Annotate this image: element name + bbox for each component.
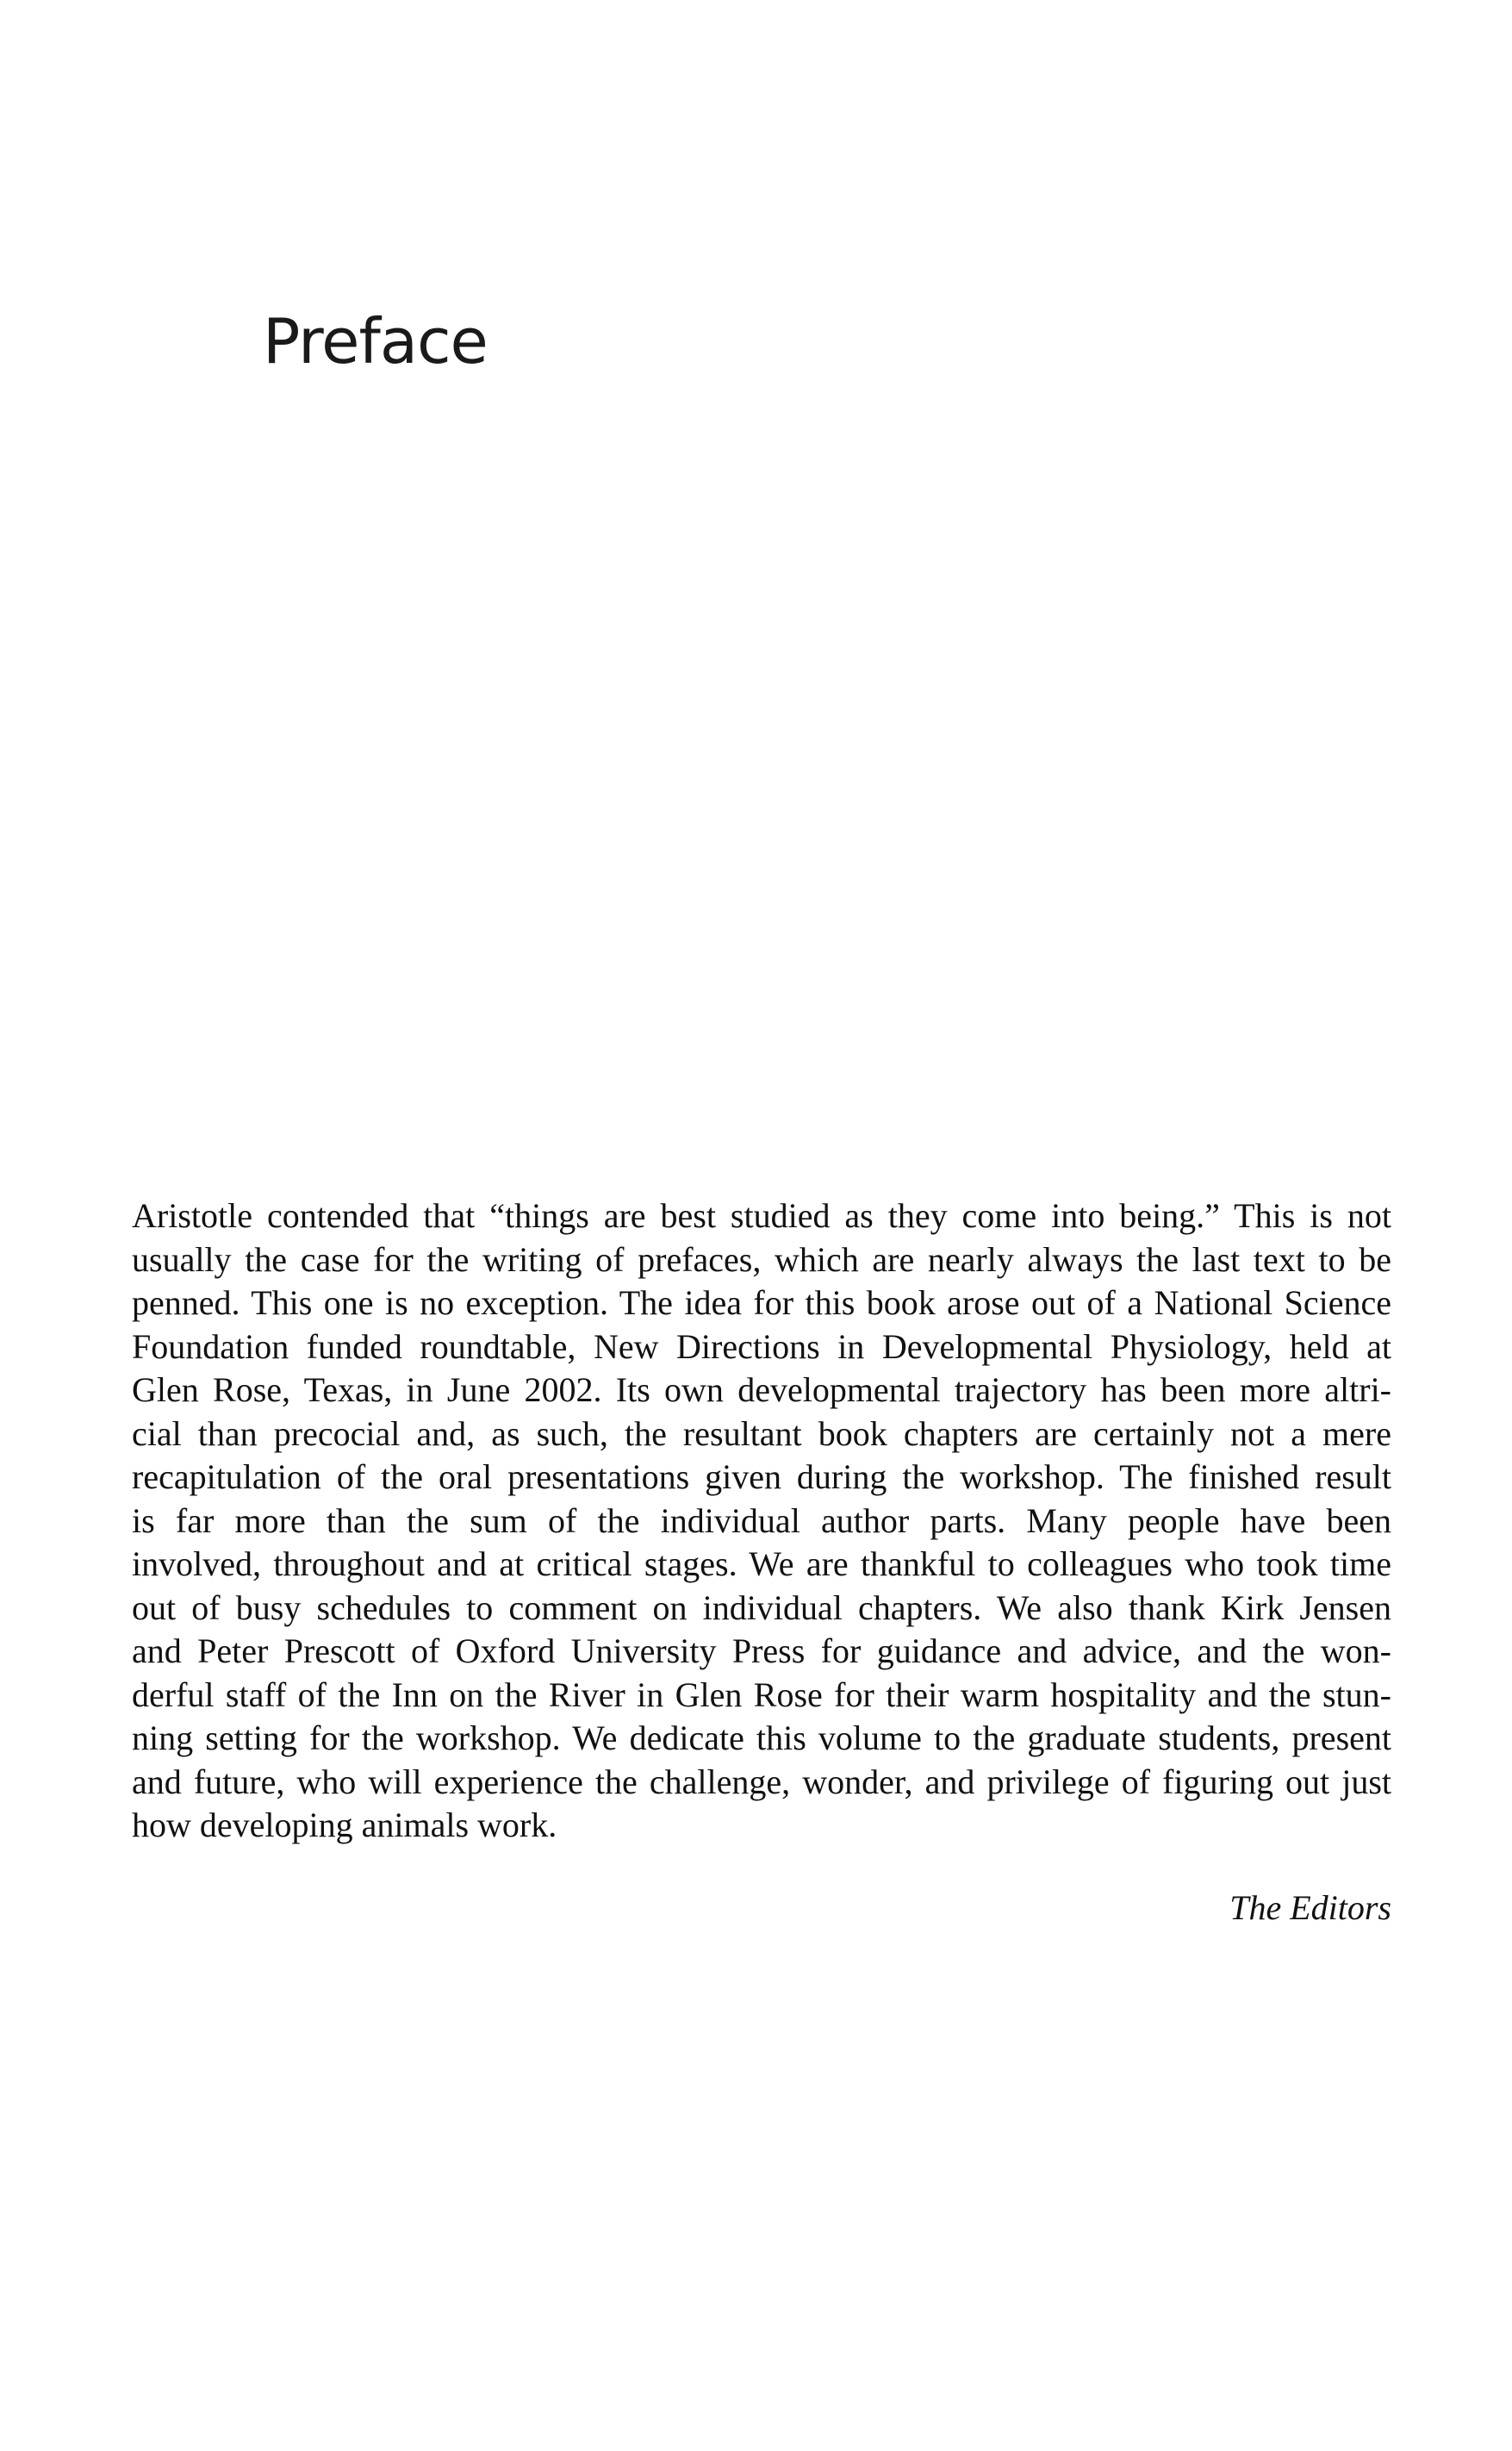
paragraph-line: and future, who will experience the challenge, wonder, and privilege of figuring out just [132, 1762, 1391, 1801]
page-title: Preface [263, 305, 488, 377]
paragraph-line: cial than precocial and, as such, the resultant book chapters are certainly not a mere [132, 1413, 1391, 1453]
preface-paragraph [132, 1194, 1391, 1848]
paragraph-line: involved, throughout and at critical stages. We are thankful to colleagues who took time [132, 1544, 1391, 1583]
paragraph-line: ning setting for the workshop. We dedicate this volume to the graduate students, present [132, 1718, 1391, 1757]
paragraph-line: recapitulation of the oral presentations given during the workshop. The finished result [132, 1457, 1391, 1496]
paragraph-line: out of busy schedules to comment on individual chapters. We also thank Kirk Jensen [132, 1587, 1391, 1627]
paragraph-line: Foundation funded roundtable, New Directions in Developmental Physiology, held at [132, 1326, 1391, 1366]
signature: The Editors [1229, 1888, 1391, 1927]
paragraph-line: usually the case for the writing of prefaces, which are nearly always the last text to be [132, 1239, 1391, 1279]
paragraph-line: derful staff of the Inn on the River in Glen Rose for their warm hospitality and the stun- [132, 1675, 1391, 1714]
paragraph-line: is far more than the sum of the individual author parts. Many people have been [132, 1500, 1391, 1540]
paragraph-line: Glen Rose, Texas, in June 2002. Its own developmental trajectory has been more altri- [132, 1370, 1391, 1409]
paragraph-line: Aristotle contended that “things are best studied as they come into being.” This is not [132, 1196, 1391, 1235]
paragraph-line: penned. This one is no exception. The idea for this book arose out of a National Science [132, 1283, 1391, 1322]
paragraph-line: how developing animals work. [132, 1806, 557, 1844]
paragraph-line: and Peter Prescott of Oxford University Press for guidance and advice, and the won- [132, 1631, 1391, 1670]
